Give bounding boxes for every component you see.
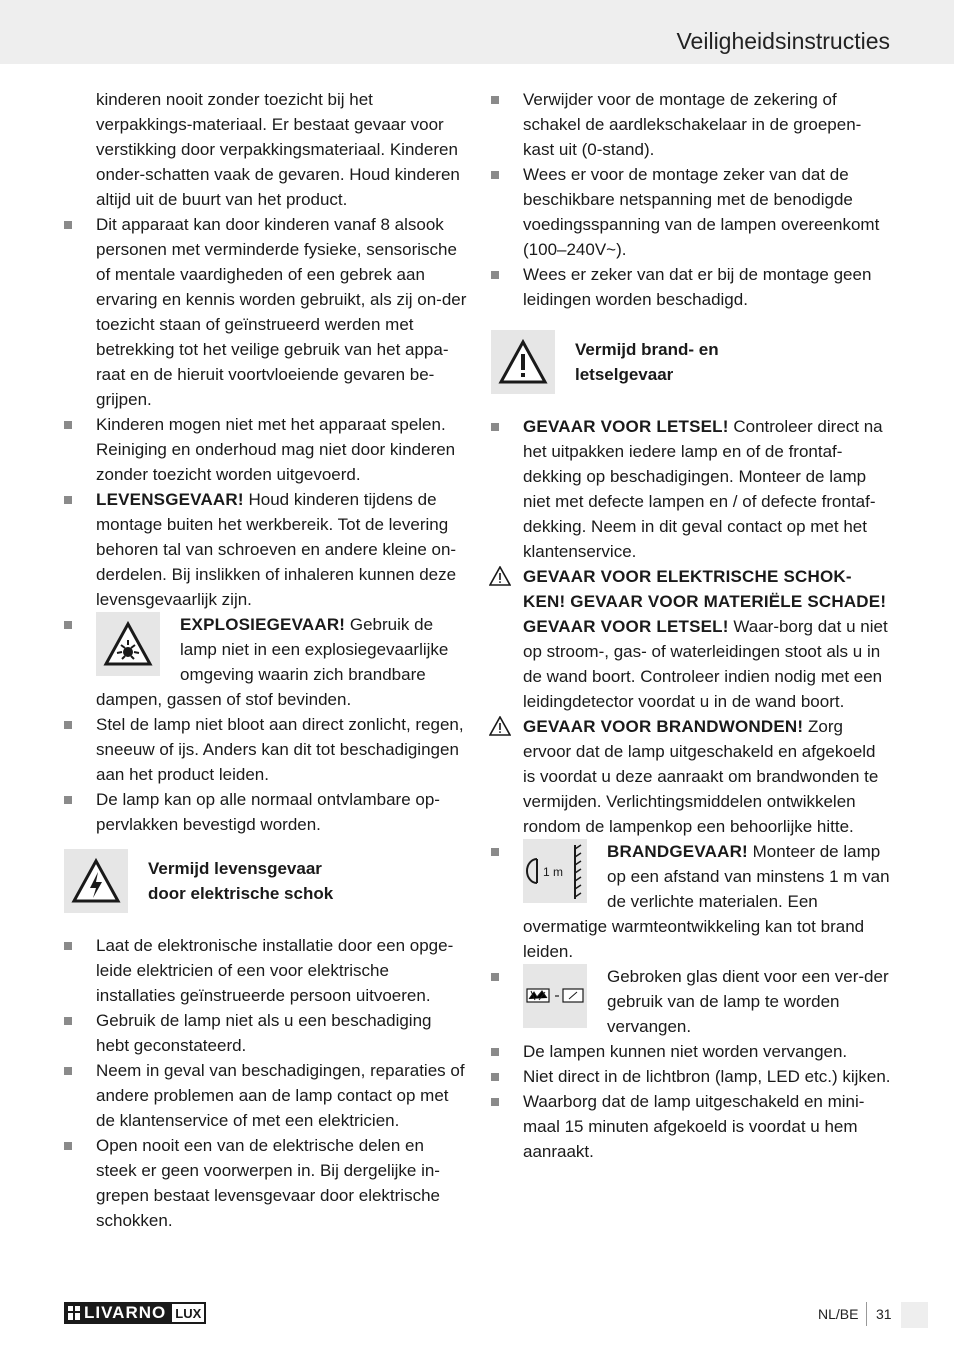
- list-item: Gebroken glas dient voor een ver-der gebruik van de lamp te worden vervangen.: [491, 964, 891, 1039]
- paragraph: kinderen nooit zonder toezicht bij het verpakkings-materiaal. Er bestaat gevaar voor verstikking door verpakkingsmateriaal. Kinderen onder-schatten vaak de gevaren. Houd kinderen altijd uit de buurt van het product.: [96, 90, 460, 209]
- page-title: Veiligheidsinstructies: [676, 28, 890, 54]
- bullet-icon: [64, 621, 72, 629]
- list-item: Waarborg dat de lamp uitgeschakeld en mini-maal 15 minuten afgekoeld is voordat u hem aanraakt.: [491, 1089, 891, 1164]
- list-item: 1 m BRANDGEVAAR! Monteer de lamp op een afstand van minstens 1 m van de verlichte materialen. Een overmatige warmteontwikkeling kan tot brand leiden.: [491, 839, 891, 964]
- list-item: Wees er zeker van dat er bij de montage geen leidingen worden beschadigd.: [491, 262, 891, 312]
- list-item: De lampen kunnen niet worden vervangen.: [491, 1039, 891, 1064]
- bullet-icon: [491, 171, 499, 179]
- bullet-icon: [491, 423, 499, 431]
- list-item: GEVAAR VOOR BRANDWONDEN! Zorg ervoor dat de lamp uitgeschakeld en afgekoeld is voordat u deze aanraakt om brandwonden te vermijden. Verlichtingsmiddelen ontwikkelen rondom de lampenkop een behoorlijke hitte.: [491, 714, 891, 839]
- list-item: De lamp kan op alle normaal ontvlambare op-pervlakken bevestigd worden.: [64, 787, 468, 837]
- list-item: GEVAAR VOOR ELEKTRISCHE SCHOK-KEN! GEVAAR VOOR MATERIËLE SCHADE! GEVAAR VOOR LETSEL! Waar-borg dat u niet op stroom-, gas- of waterleidingen stoot als u in de wand boort. Controleer indien nodig met een leidingdetector voordat u in de wand boort.: [491, 564, 891, 714]
- bullet-icon: [491, 848, 499, 856]
- distance-icon: [523, 839, 587, 903]
- logo-main: LIVARNO: [64, 1302, 170, 1324]
- list-item: Open nooit een van de elektrische delen en steek er geen voorwerpen in. Bij dergelijke in-grepen bestaat levensgevaar door elektrische schokken.: [64, 1133, 468, 1233]
- list-item: EXPLOSIEGEVAAR! Gebruik de lamp niet in een explosiegevaarlijke omgeving waarin zich brandbare dampen, gassen of stof bevinden.: [64, 612, 468, 712]
- bullet-icon: [491, 1073, 499, 1081]
- list-item: GEVAAR VOOR LETSEL! Controleer direct na het uitpakken iedere lamp en of de frontaf-dekking op beschadigingen. Monteer de lamp niet met defecte lampen en / of defecte frontaf-dekking. Neem in dit geval contact op met het klantenservice.: [491, 414, 891, 564]
- logo-mark-icon: [68, 1306, 80, 1320]
- list-item: Stel de lamp niet bloot aan direct zonlicht, regen, sneeuw of ijs. Anders kan dit tot beschadigingen aan het product leiden.: [64, 712, 468, 787]
- page-number: 31: [876, 1306, 892, 1322]
- general-warning-icon: [491, 330, 555, 394]
- distance-label: 1 m: [543, 865, 564, 879]
- bullet-icon: [491, 271, 499, 279]
- section-heading-electric: [64, 849, 468, 913]
- bullet-icon: [64, 796, 72, 804]
- footer-tab: [901, 1302, 928, 1328]
- broken-glass-icon: [523, 964, 587, 1028]
- electric-shock-warning-icon: [64, 849, 128, 913]
- bullet-icon: [64, 1017, 72, 1025]
- list-item: Laat de elektronische installatie door een opge-leide elektricien of een voor elektrische installaties geïnstrueerde persoon uitvoeren.: [64, 933, 468, 1008]
- section-title: Vermijd brand- en letselgevaar: [575, 340, 719, 384]
- list-item: Wees er voor de montage zeker van dat de beschikbare netspanning met de benodigde voedingsspanning van de lampen overeenkomt (100–240V~).: [491, 162, 891, 262]
- bullet-icon: [491, 1098, 499, 1106]
- list-item: Niet direct in de lichtbron (lamp, LED etc.) kijken.: [491, 1064, 891, 1089]
- bullet-icon: [64, 942, 72, 950]
- list-item: Neem in geval van beschadigingen, reparaties of andere problemen aan de lamp contact op met de klantenservice of met een elektricien.: [64, 1058, 468, 1133]
- bullet-icon: [64, 421, 72, 429]
- bullet-icon: [64, 1142, 72, 1150]
- bullet-icon: [64, 496, 72, 504]
- bullet-icon: [64, 221, 72, 229]
- logo-lux: LUX: [170, 1302, 206, 1324]
- bullet-icon: [64, 721, 72, 729]
- list-item: Gebruik de lamp niet als u een beschadiging hebt geconstateerd.: [64, 1008, 468, 1058]
- brand-logo: [64, 1302, 245, 1324]
- list-item: LEVENSGEVAAR! Houd kinderen tijdens de montage buiten het werkbereik. Tot de levering behoren tal van schroeven en andere kleine on-derdelen. Bij inslikken of inhaleren kunnen deze levensgevaarlijk zijn.: [64, 487, 468, 612]
- bullet-icon: [491, 96, 499, 104]
- bullet-icon: [491, 1048, 499, 1056]
- warning-triangle-icon: [489, 716, 511, 736]
- left-column: [64, 87, 468, 1233]
- list-item: Dit apparaat kan door kinderen vanaf 8 alsook personen met verminderde fysieke, sensorische of mentale vaardigheden of een gebrek aan ervaring en kennis worden gebruikt, als zij on-der toezicht staan of geïnstrueerd werden met betrekking tot het veilige gebruik van het appa-raat en de hieruit voortvloeiende gevaren be-grijpen.: [64, 212, 468, 412]
- bullet-icon: [491, 973, 499, 981]
- section-heading-fire: [491, 330, 891, 394]
- bullet-icon: [64, 1067, 72, 1075]
- warning-triangle-icon: [489, 566, 511, 586]
- list-item: Kinderen mogen niet met het apparaat spelen. Reiniging en onderhoud mag niet door kinderen zonder toezicht worden uitgevoerd.: [64, 412, 468, 487]
- right-column: [491, 87, 891, 1164]
- explosion-warning-icon: [96, 612, 160, 676]
- section-title: Vermijd levensgevaar door elektrische schok: [148, 859, 334, 903]
- language-code: NL/BE: [818, 1306, 859, 1322]
- list-item: Verwijder voor de montage de zekering of schakel de aardlekschakelaar in de groepen-kast uit (0-stand).: [491, 87, 891, 162]
- footer-divider: [866, 1302, 867, 1326]
